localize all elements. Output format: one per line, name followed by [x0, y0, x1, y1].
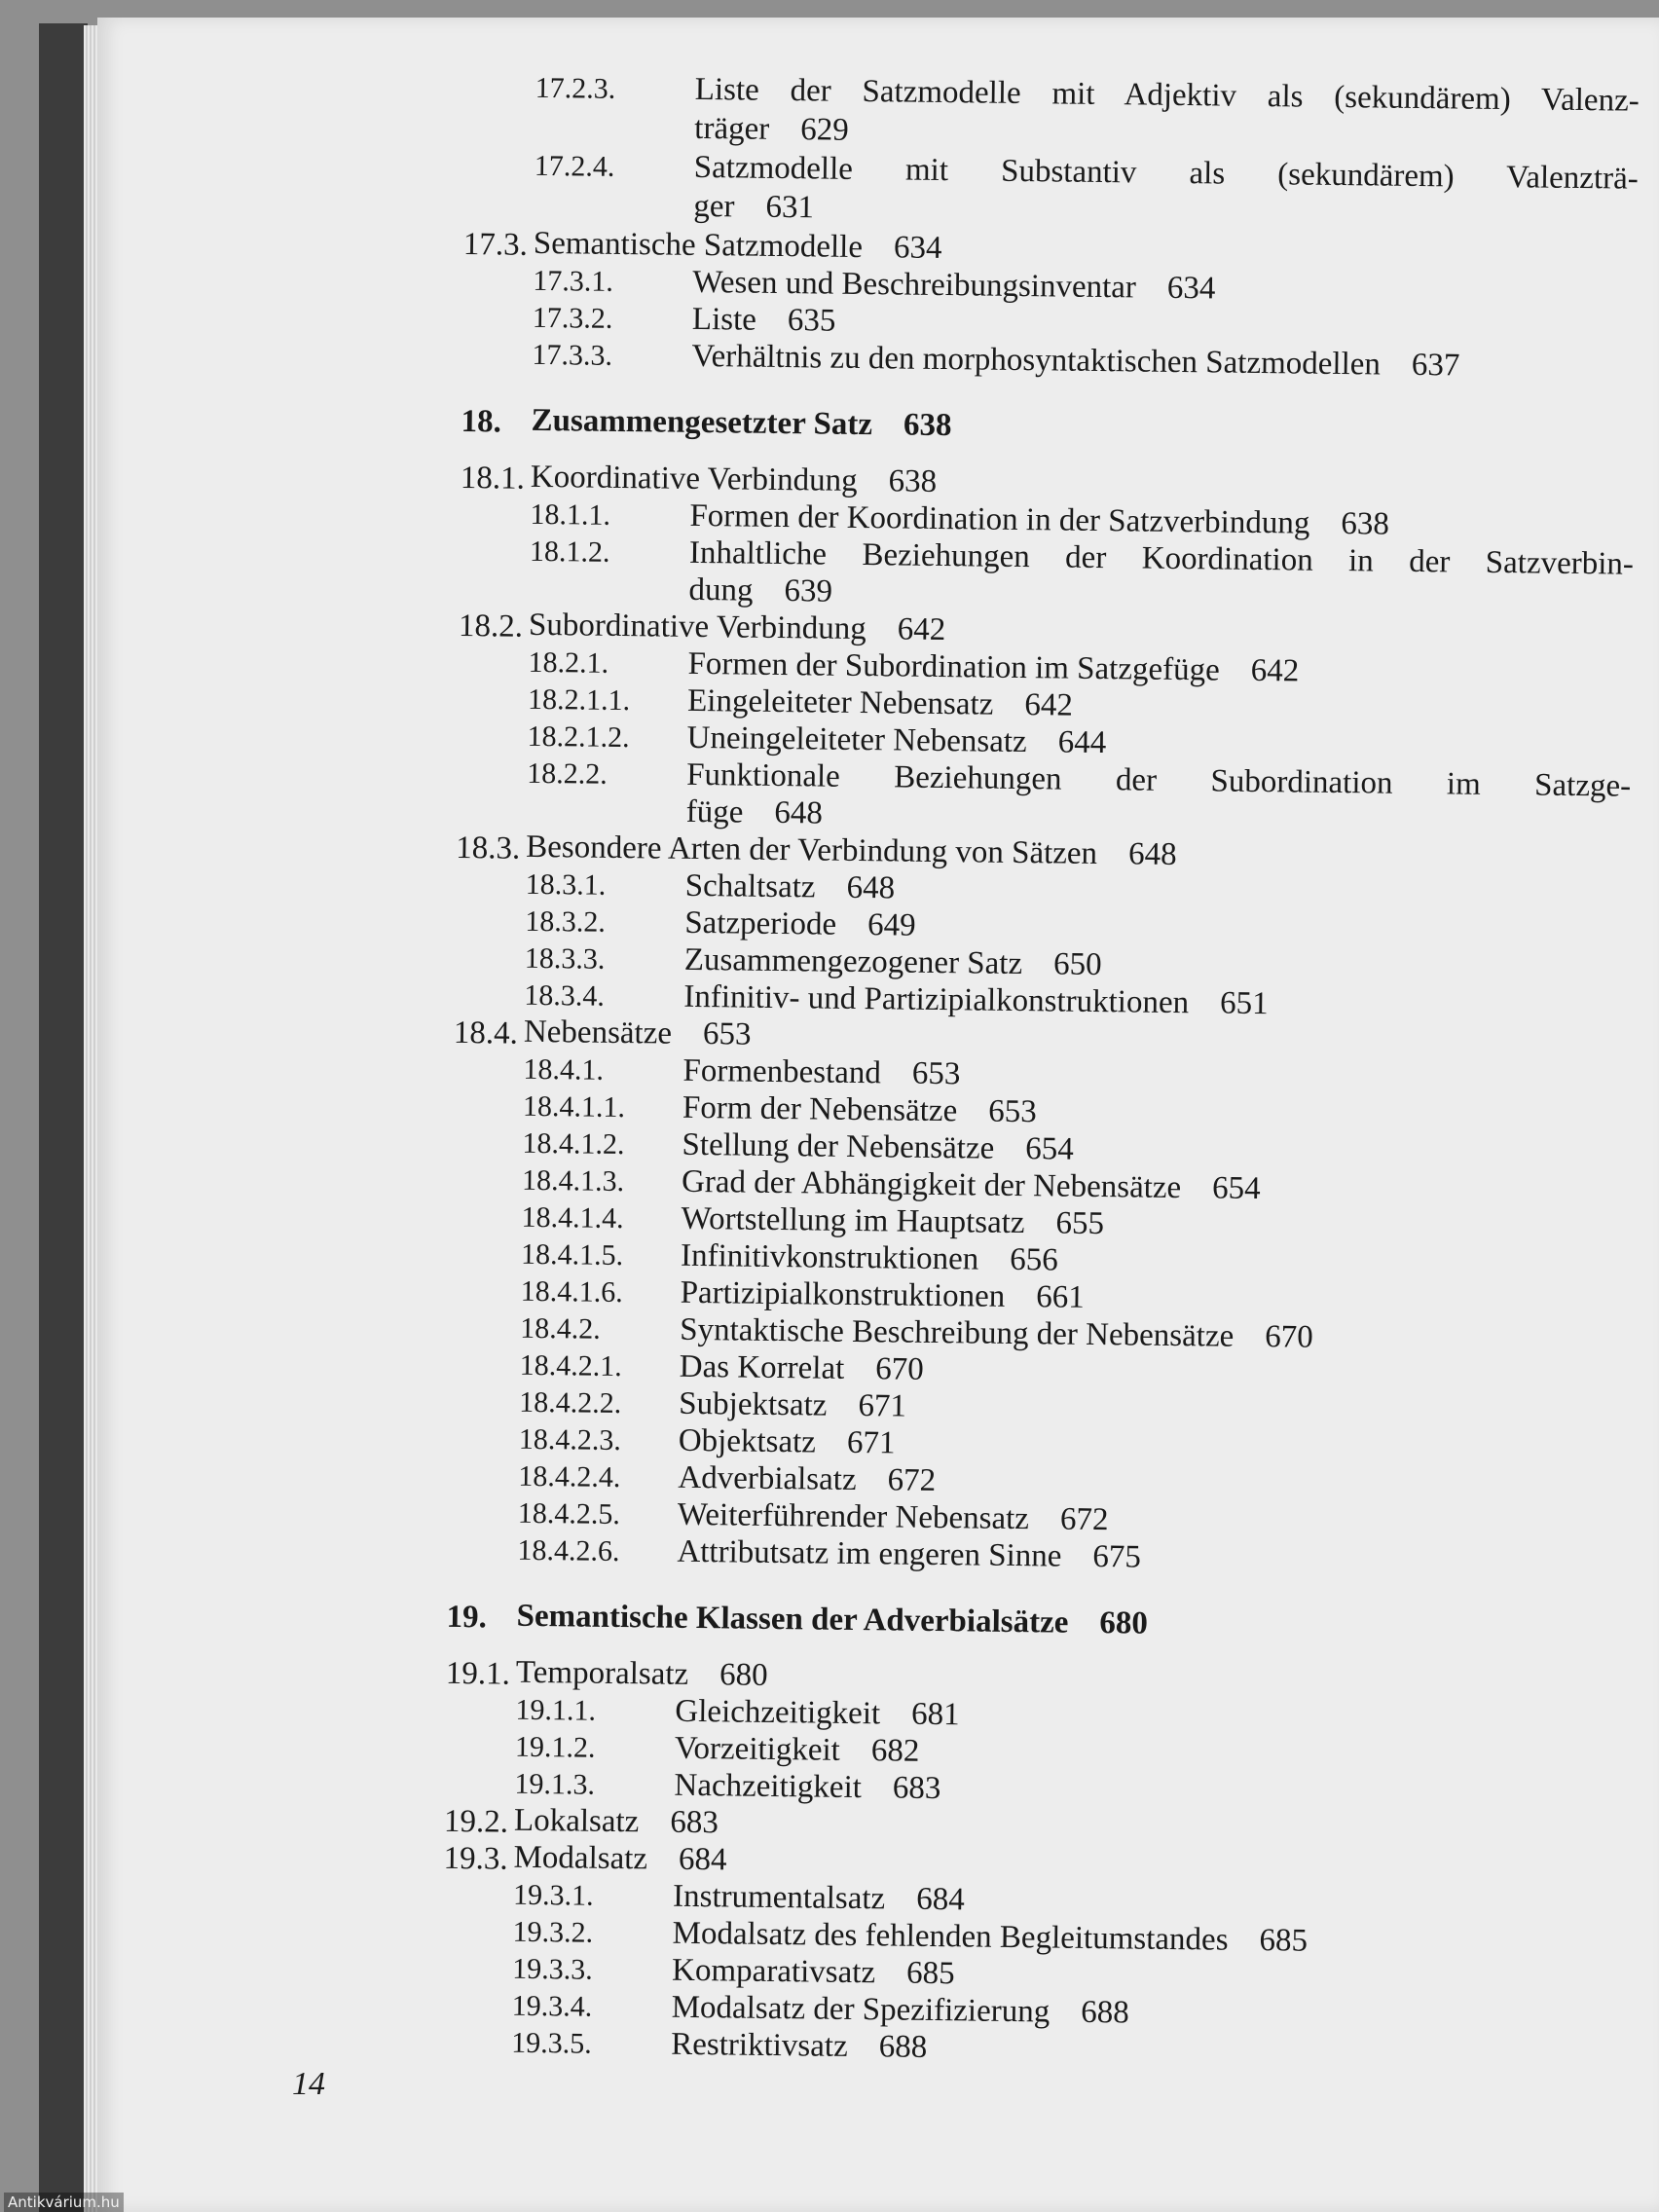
toc-entry-page: 655 [1055, 1205, 1105, 1242]
toc-entry-number: 18.4.2.3. [518, 1422, 622, 1457]
toc-entry-page: 638 [903, 407, 952, 444]
toc-entry-page: 682 [870, 1733, 920, 1769]
toc-entry-title: Modalsatz 684 [513, 1839, 727, 1878]
toc-entry-number: 18.2. [458, 608, 524, 645]
toc-entry-page: 653 [911, 1055, 961, 1092]
toc-entry-title: Schaltsatz 648 [684, 867, 896, 906]
toc-entry-title: Komparativsatz 685 [671, 1952, 955, 1992]
toc-entry-number: 18.3. [456, 830, 521, 866]
toc-entry-title: Wortstellung im Hauptsatz 655 [681, 1200, 1105, 1242]
toc-entry-number: 17.3.1. [533, 264, 614, 298]
toc-entry-number: 17.3.2. [532, 301, 613, 335]
toc-entry-title: Subjektsatz 671 [679, 1385, 907, 1424]
toc-entry-page: 688 [878, 2029, 928, 2065]
toc-entry-title: Modalsatz der Spezifizierung 688 [671, 1989, 1129, 2031]
toc-entry-number: 19.3.4. [511, 1989, 593, 2023]
toc-entry-title: Semantische Satzmodelle 634 [533, 225, 942, 266]
toc-entry-title: Formen der Subordination im Satzgefüge 642 [687, 645, 1300, 689]
toc-entry-title: Vorzeitigkeit 682 [674, 1730, 920, 1769]
toc-entry-title: Verhältnis zu den morphosyntaktischen Satzmodellen 637 [691, 338, 1460, 384]
toc-entry-page: 684 [678, 1841, 727, 1878]
toc-entry-number: 18.3.1. [525, 867, 607, 902]
toc-entry-page: 651 [1219, 985, 1269, 1022]
toc-entry-title: Semantische Klassen der Adverbialsätze 680 [516, 1598, 1149, 1641]
toc-entry-number: 18.1.2. [529, 535, 610, 569]
toc-entry-page: 656 [1010, 1241, 1058, 1278]
toc-entry-page: 680 [1099, 1605, 1149, 1641]
toc-entry-number: 18.4. [453, 1014, 519, 1051]
toc-entry-number: 18.4.1.5. [520, 1237, 624, 1272]
toc-entry-title: Uneingeleiteter Nebensatz 644 [686, 719, 1107, 761]
toc-entry-number: 18.1. [460, 460, 526, 497]
toc-entry-title: Lokalsatz 683 [513, 1802, 719, 1841]
toc-entry-title: Koordinative Verbindung 638 [530, 459, 938, 499]
toc-entry-page: 685 [905, 1955, 955, 1992]
toc-entry-number: 18.4.2.5. [517, 1496, 621, 1531]
toc-entry-number: 19.2. [443, 1803, 509, 1840]
toc-entry-page: 653 [987, 1093, 1037, 1130]
toc-entry-page: 629 [800, 112, 849, 148]
toc-entry-number: 18. [461, 403, 502, 440]
toc-entry-page: 661 [1036, 1279, 1085, 1315]
toc-entry-page: 683 [670, 1804, 719, 1841]
toc-entry-page: 653 [702, 1016, 752, 1052]
toc-entry-title: Zusammengezogener Satz 650 [683, 941, 1102, 983]
toc-entry-title: Infinitiv- und Partizipialkonstruktionen 651 [683, 978, 1269, 1022]
toc-entry-title: Form der Nebensätze 653 [682, 1089, 1037, 1130]
toc-entry-number: 18.4.2.2. [519, 1385, 622, 1420]
toc-entry-title: dung 639 [688, 571, 833, 609]
toc-entry-number: 18.2.1. [528, 645, 609, 680]
toc-entry-number: 19.3. [443, 1840, 508, 1877]
toc-entry-number: 18.4.1. [523, 1052, 605, 1087]
toc-entry-page: 680 [719, 1657, 768, 1693]
toc-entry-title: Nebensätze 653 [523, 1014, 752, 1052]
toc-entry-number: 18.1.1. [530, 498, 611, 532]
toc-entry-number: 19.3.2. [512, 1915, 594, 1949]
toc-entry-number: 19.1.2. [514, 1730, 596, 1764]
toc-entry-number: 18.3.4. [524, 978, 606, 1013]
toc-entry-number: 19.3.5. [511, 2026, 592, 2060]
toc-entry-title: Weiterführender Nebensatz 672 [677, 1496, 1109, 1538]
toc-entry-number: 19.1.1. [515, 1693, 597, 1727]
toc-entry-page: 638 [1341, 506, 1390, 542]
toc-entry-number: 18.4.2.4. [518, 1459, 621, 1494]
toc-entry-page: 642 [1024, 687, 1074, 723]
toc-entry-page: 670 [1265, 1319, 1313, 1355]
toc-entry-title: Infinitivkonstruktionen 656 [680, 1237, 1058, 1278]
toc-entry-number: 18.4.1.1. [522, 1089, 626, 1124]
toc-entry-page: 644 [1057, 724, 1107, 761]
watermark: Antikvárium.hu [4, 2193, 124, 2212]
toc-entry-title: Subordinative Verbindung 642 [528, 607, 946, 648]
toc-entry-title: Adverbialsatz 672 [678, 1459, 937, 1499]
toc-entry-title: Grad der Abhängigkeit der Nebensätze 654 [681, 1163, 1261, 1207]
toc-entry-page: 648 [846, 869, 896, 906]
toc-entry-title: Funktionale Beziehungen der Subordination im Satzge- [685, 756, 1632, 804]
toc-entry-page: 648 [1127, 836, 1177, 872]
toc-entry-page: 654 [1025, 1131, 1074, 1167]
book-spine [39, 23, 88, 2212]
toc-entry-page: 634 [1166, 270, 1216, 307]
toc-entry-title: Modalsatz des fehlenden Begleitumstandes 685 [672, 1915, 1309, 1959]
toc-entry-page: 654 [1211, 1170, 1261, 1207]
toc-entry-title: Partizipialkonstruktionen 661 [680, 1274, 1085, 1315]
toc-entry-page: 642 [1250, 652, 1300, 689]
toc-entry-title: füge 648 [685, 793, 824, 831]
toc-entry-page: 634 [893, 230, 942, 266]
toc-entry-number: 17.2.3. [535, 71, 616, 105]
toc-entry-number: 18.2.1.1. [527, 682, 631, 718]
toc-entry-page: 671 [846, 1424, 896, 1461]
toc-entry-title: Liste der Satzmodelle mit Adjektiv als (sekundärem) Valenz- [694, 71, 1640, 119]
toc-entry-title: Instrumentalsatz 684 [672, 1878, 965, 1918]
toc-entry-number: 19. [446, 1599, 488, 1636]
toc-entry-number: 19.3.1. [512, 1878, 594, 1912]
toc-entry-title: Satzmodelle mit Substantiv als (sekundärem) Valenzträ- [693, 149, 1639, 197]
toc-entry-page: 642 [897, 611, 946, 648]
toc-entry-title: Inhaltliche Beziehungen der Koordination in der Satzverbin- [688, 535, 1635, 582]
toc-entry-title: Restriktivsatz 688 [671, 2026, 928, 2065]
toc-entry-title: Eingeleiteter Nebensatz 642 [686, 682, 1074, 723]
toc-entry-page: 671 [858, 1388, 907, 1424]
table-of-contents [440, 71, 1643, 2189]
toc-entry-title: Besondere Arten der Verbindung von Sätzen 648 [526, 829, 1177, 872]
toc-entry-title: Nachzeitigkeit 683 [674, 1767, 941, 1807]
toc-entry-page: 639 [784, 573, 833, 609]
toc-entry-page: 637 [1411, 347, 1460, 384]
toc-entry-title: ger 631 [693, 188, 815, 226]
toc-entry-number: 18.4.1.2. [522, 1126, 625, 1161]
toc-entry-page: 688 [1080, 1994, 1129, 2031]
toc-entry-title: Temporalsatz 680 [515, 1654, 768, 1693]
toc-entry-number: 18.4.1.4. [521, 1200, 624, 1235]
toc-entry-page: 672 [887, 1462, 937, 1499]
toc-entry-number: 17.2.4. [534, 149, 615, 183]
toc-entry-title: Das Korrelat 670 [679, 1348, 924, 1387]
toc-entry-title: Formenbestand 653 [682, 1052, 961, 1092]
toc-entry-title: Attributsatz im engeren Sinne 675 [677, 1533, 1142, 1575]
toc-entry-number: 19.3.3. [511, 1952, 593, 1986]
toc-entry-page: 649 [866, 907, 916, 943]
toc-entry-page: 685 [1259, 1923, 1309, 1959]
toc-entry-title: Liste 635 [691, 301, 836, 339]
toc-entry-title: Gleichzeitigkeit 681 [675, 1693, 960, 1733]
toc-entry-number: 18.4.1.3. [521, 1163, 625, 1198]
toc-entry-number: 18.4.2.6. [517, 1533, 620, 1568]
toc-entry-number: 18.4.1.6. [520, 1274, 623, 1309]
toc-entry-page: 648 [774, 794, 824, 831]
toc-entry-title: Formen der Koordination in der Satzverbindung 638 [689, 498, 1390, 542]
toc-entry-number: 18.3.2. [525, 904, 607, 939]
toc-entry-page: 631 [765, 189, 815, 226]
toc-entry-number: 18.2.1.2. [527, 719, 630, 755]
toc-entry-page: 672 [1059, 1501, 1109, 1538]
toc-entry-page: 650 [1052, 946, 1102, 983]
toc-entry-page: 681 [910, 1696, 960, 1733]
toc-entry-number: 18.3.3. [524, 941, 606, 976]
toc-entry-title: Syntaktische Beschreibung der Nebensätze 670 [680, 1311, 1313, 1355]
toc-entry-page: 670 [875, 1351, 924, 1387]
toc-entry-number: 17.3.3. [532, 338, 613, 372]
toc-entry-title: Stellung der Nebensätze 654 [682, 1126, 1074, 1167]
toc-entry-page: 635 [787, 303, 836, 339]
toc-entry-number: 17.3. [462, 226, 529, 263]
toc-entry-title: träger 629 [694, 110, 849, 148]
toc-entry-number: 18.4.2.1. [519, 1348, 622, 1383]
toc-entry-page: 675 [1092, 1538, 1142, 1575]
toc-entry-title: Satzperiode 649 [684, 904, 916, 943]
toc-entry-title: Zusammengesetzter Satz 638 [531, 402, 952, 444]
toc-entry-number: 18.2.2. [526, 756, 608, 791]
toc-entry-number: 18.4.2. [520, 1311, 601, 1346]
toc-entry-title: Wesen und Beschreibungsinventar 634 [692, 264, 1216, 307]
page-number: 14 [292, 2066, 325, 2102]
toc-entry-page: 638 [888, 463, 938, 499]
toc-entry-page: 684 [915, 1881, 965, 1918]
toc-entry-title: Objektsatz 671 [678, 1422, 896, 1461]
toc-entry-number: 19.1. [445, 1655, 511, 1692]
toc-entry-number: 19.1.3. [514, 1767, 596, 1801]
book-page [97, 18, 1659, 2212]
toc-entry-page: 683 [892, 1770, 941, 1807]
